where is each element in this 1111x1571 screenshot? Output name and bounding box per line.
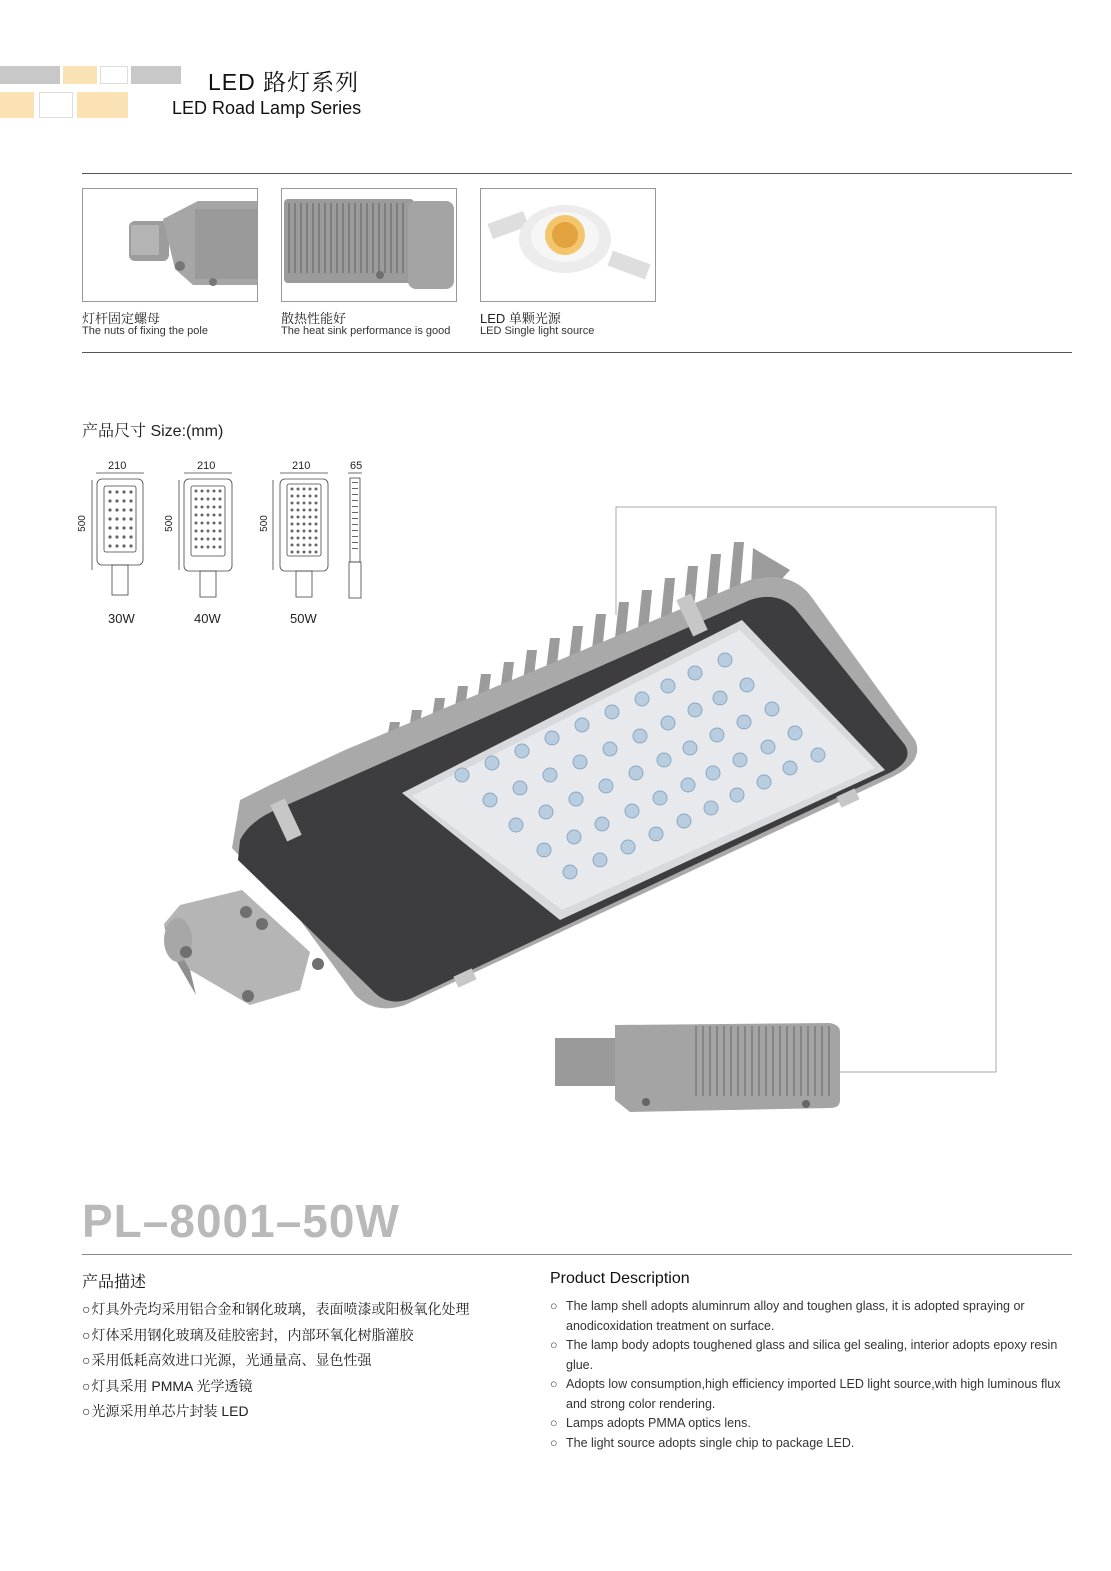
height-label: 500 <box>258 515 270 532</box>
size-title: 产品尺寸 Size:(mm) <box>82 423 224 440</box>
list-item: ○ 采用低耗高效进口光源，光通量高、显色性强 <box>82 1348 532 1374</box>
features-divider <box>82 352 1072 353</box>
watt-label: 30W <box>108 611 135 626</box>
feature-caption-en: LED Single light source <box>480 325 595 337</box>
street-lamp-photo-icon <box>150 500 1010 1140</box>
description-list-en <box>550 1297 1070 1453</box>
watt-label: 50W <box>290 611 317 626</box>
description-title-en: Product Description <box>550 1270 690 1287</box>
height-label: 500 <box>163 515 175 532</box>
top-divider <box>82 173 1072 174</box>
list-item: ○ 光源采用单芯片封装 LED <box>82 1399 532 1425</box>
feature-caption-zh: 散热性能好 <box>281 311 347 326</box>
feature-caption-zh: 灯杆固定螺母 <box>82 311 161 326</box>
list-item: ○ The light source adopts single chip to package LED. <box>550 1434 1070 1454</box>
list-item: ○ The lamp shell adopts aluminrum alloy and toughen glass, it is adopted spraying or anodicoxidation treatment on surface. <box>550 1297 1070 1336</box>
series-title-zh: LED 路灯系列 <box>208 69 360 95</box>
description-list-zh <box>82 1297 532 1425</box>
model-number: PL–8001–50W <box>82 1195 400 1247</box>
pole-nut-photo-icon <box>82 188 258 302</box>
feature-caption-zh: LED 单颗光源 <box>480 311 561 326</box>
series-title-en: LED Road Lamp Series <box>172 98 362 118</box>
height-label: 500 <box>76 515 88 532</box>
depth-label: 65 <box>350 460 363 472</box>
feature-caption-en: The heat sink performance is good <box>281 325 451 337</box>
list-item: ○ Lamps adopts PMMA optics lens. <box>550 1414 1070 1434</box>
feature-caption-en: The nuts of fixing the pole <box>82 325 208 337</box>
list-item: ○ The lamp body adopts toughened glass and silica gel sealing, interior adopts epoxy resin glue. <box>550 1336 1070 1375</box>
width-label: 210 <box>292 460 311 472</box>
width-label: 210 <box>108 460 127 472</box>
list-item: ○ 灯具采用 PMMA 光学透镜 <box>82 1374 532 1400</box>
model-divider <box>82 1254 1072 1255</box>
list-item: ○ 灯体采用钢化玻璃及硅胶密封，内部环氧化树脂灌胶 <box>82 1323 532 1349</box>
list-item: ○ Adopts low consumption,high efficiency imported LED light source,with high luminous flux and strong color rendering. <box>550 1375 1070 1414</box>
description-title-zh: 产品描述 <box>82 1274 147 1291</box>
led-chip-photo-icon <box>480 188 656 302</box>
list-item: ○ 灯具外壳均采用铝合金和钢化玻璃，表面喷漆或阳极氧化处理 <box>82 1297 532 1323</box>
heat-sink-photo-icon <box>281 188 457 302</box>
width-label: 210 <box>197 460 216 472</box>
watt-label: 40W <box>194 611 221 626</box>
